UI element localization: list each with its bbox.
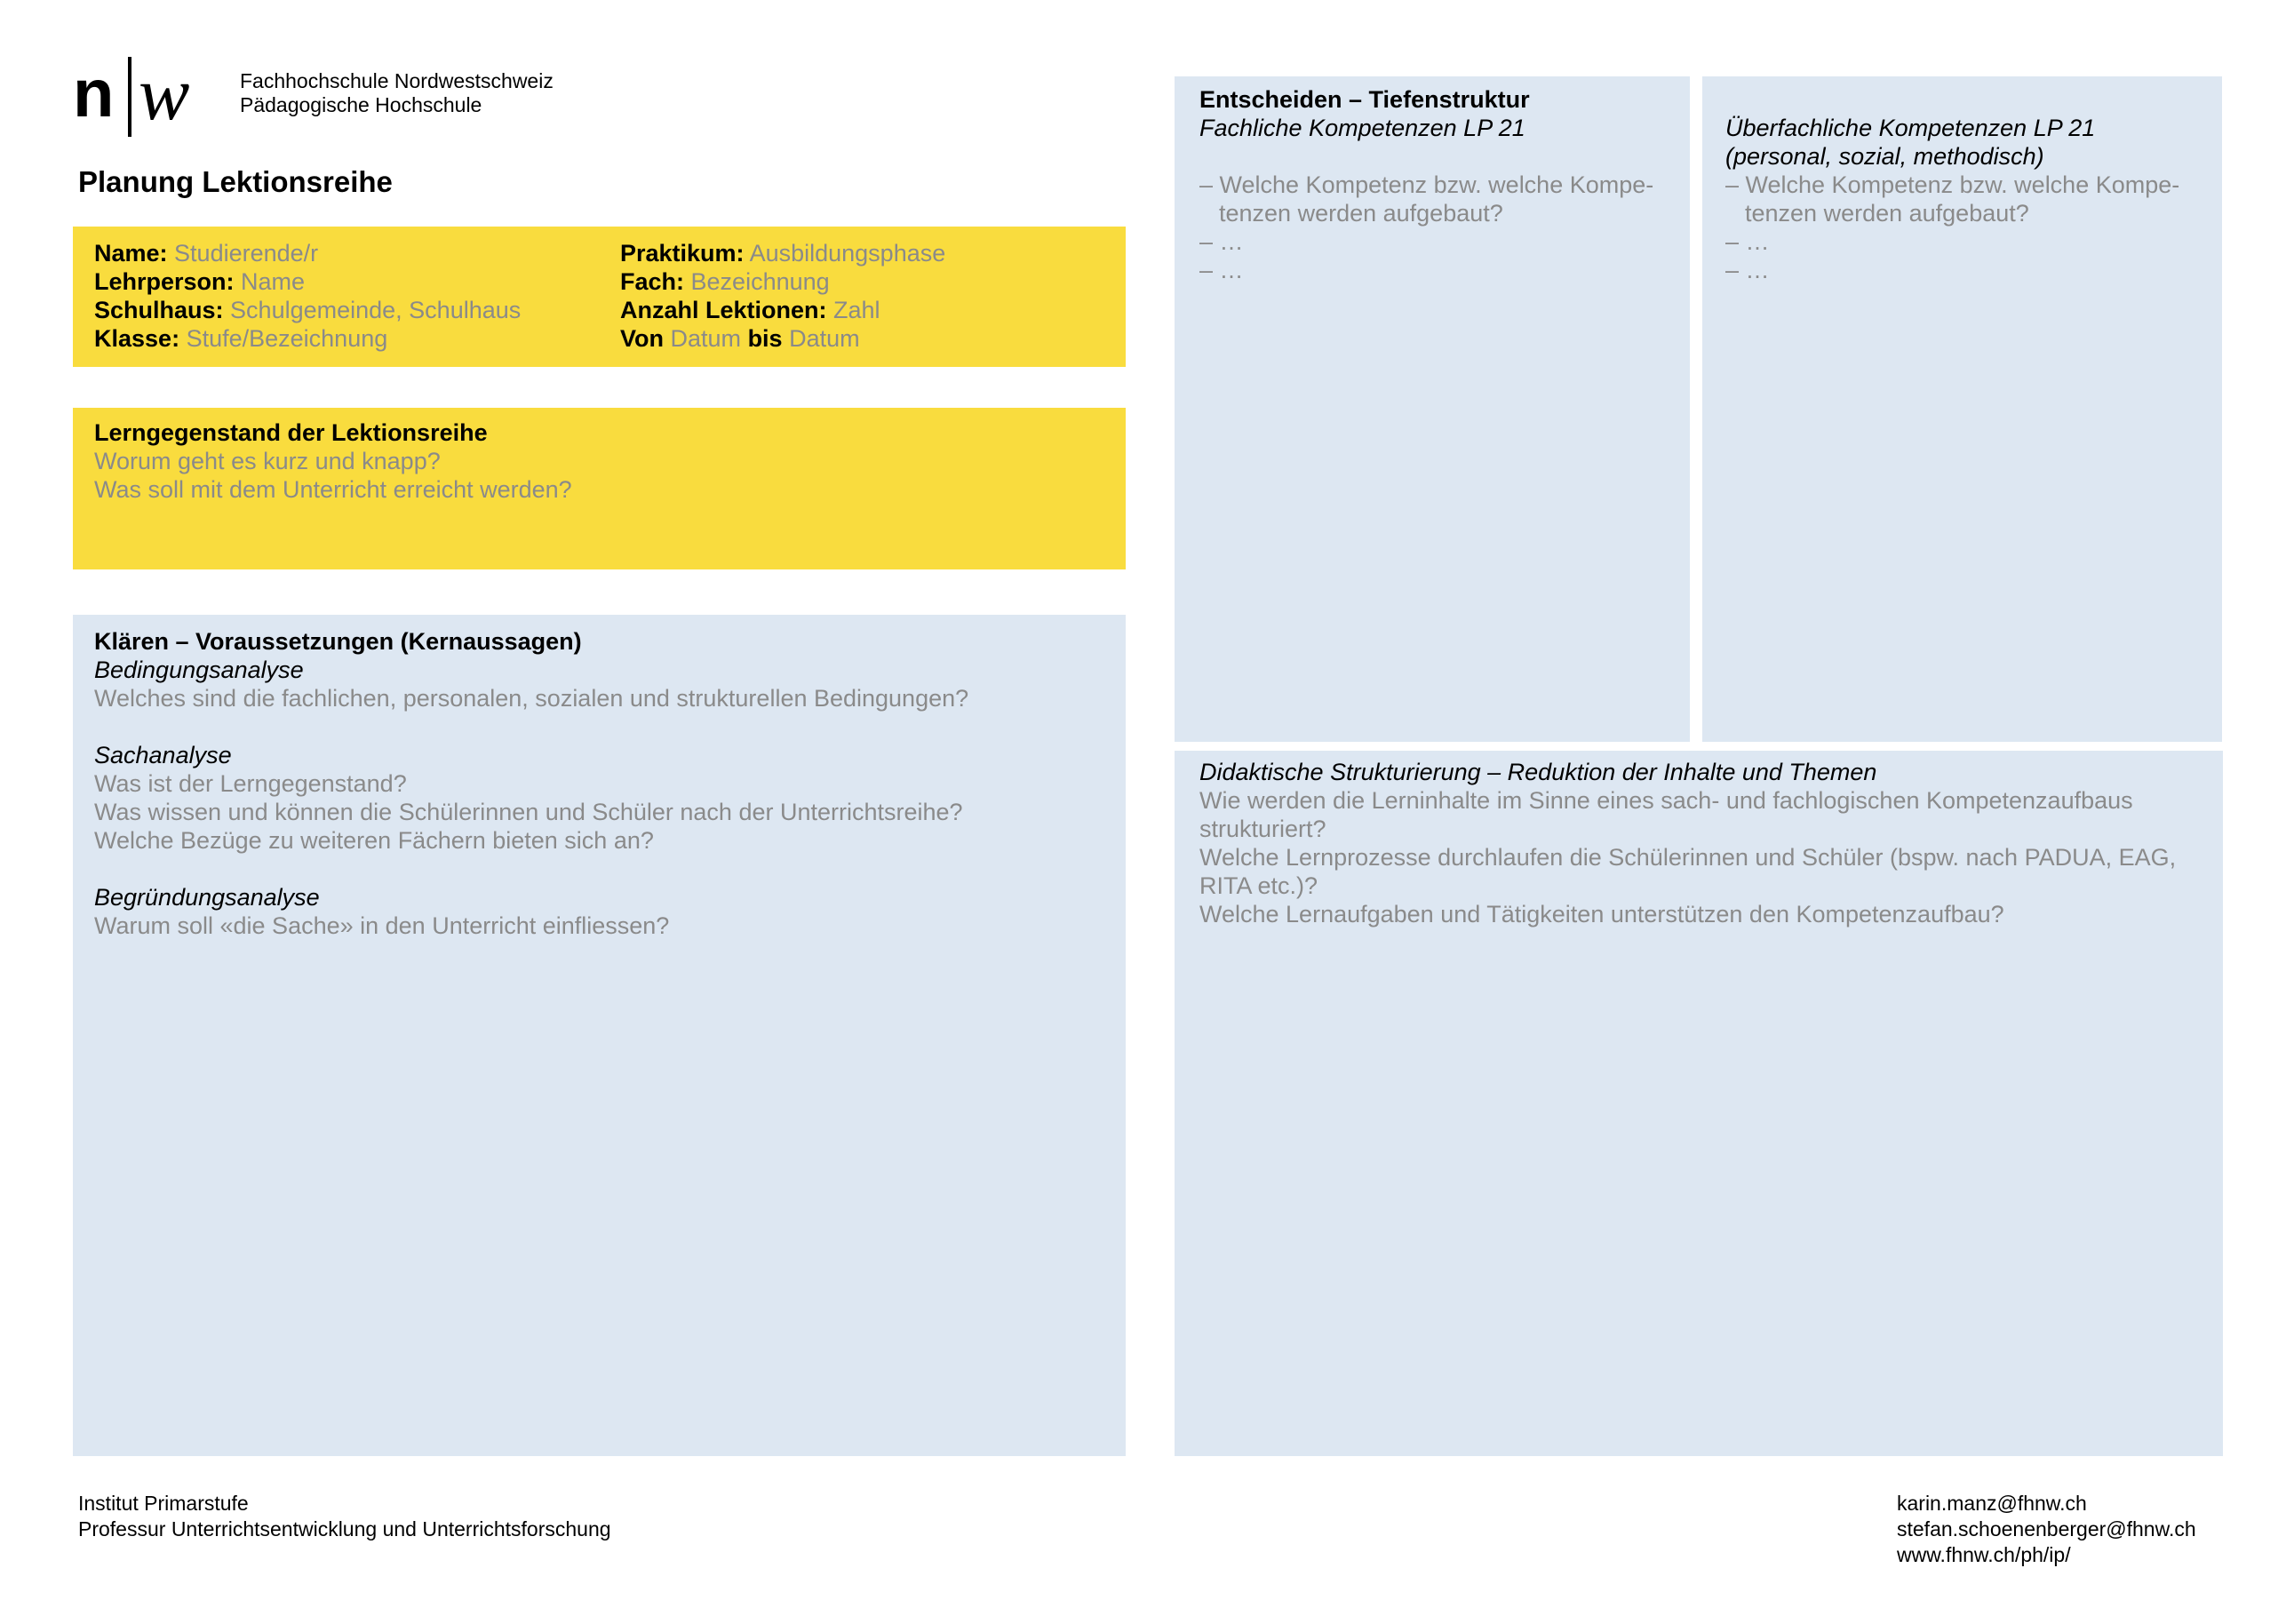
- info-label: Anzahl Lektionen:: [620, 297, 827, 323]
- info-row-praktikum: [620, 239, 945, 267]
- entscheiden-box[interactable]: [1175, 76, 1690, 742]
- klaeren-box[interactable]: [73, 615, 1126, 1456]
- website-link[interactable]: www.fhnw.ch/ph/ip/: [1897, 1543, 2071, 1566]
- didaktik-line: Welche Lernaufgaben und Tätigkeiten unterstützen den Kompetenzaufbau?: [1199, 901, 2004, 927]
- info-value[interactable]: Schulgemeinde, Schulhaus: [230, 297, 522, 323]
- info-value[interactable]: Stufe/Bezeichnung: [186, 325, 388, 352]
- info-label: Lehrperson:: [94, 268, 235, 295]
- info-value[interactable]: Studierende/r: [174, 240, 319, 267]
- didaktik-heading: Didaktische Strukturierung – Reduktion der Inhalte und Themen: [1199, 759, 1877, 785]
- info-row-anzahl: [620, 296, 945, 324]
- footer-institute: [78, 1491, 611, 1542]
- ueberfachliche-box[interactable]: [1702, 76, 2222, 742]
- info-value[interactable]: Ausbildungsphase: [749, 240, 946, 267]
- info-row-klasse: [94, 324, 521, 353]
- info-box: [73, 227, 1126, 367]
- sachanalyse-line: Welche Bezüge zu weiteren Fächern bieten sich an?: [94, 827, 654, 854]
- footer-contacts: [1897, 1491, 2196, 1568]
- fachliche-kompetenzen-title: Fachliche Kompetenzen LP 21: [1199, 115, 1525, 141]
- info-label: Praktikum:: [620, 240, 745, 267]
- bis-value[interactable]: Datum: [789, 325, 860, 352]
- kompetenz-item: – …: [1725, 228, 1770, 255]
- begruendungsanalyse-line: Warum soll «die Sache» in den Unterricht einfliessen?: [94, 912, 670, 939]
- kompetenz-item: – …: [1725, 257, 1770, 283]
- info-row-fach: [620, 267, 945, 296]
- info-value[interactable]: Name: [241, 268, 306, 295]
- kompetenz-item: – …: [1199, 257, 1244, 283]
- contact-email-link[interactable]: karin.manz@fhnw.ch: [1897, 1492, 2087, 1515]
- klaeren-heading: Klären – Voraussetzungen (Kernaussagen): [94, 628, 582, 655]
- info-value[interactable]: Zahl: [833, 297, 880, 323]
- logo-letter-n: n: [73, 56, 113, 131]
- page-title: Planung Lektionsreihe: [78, 165, 393, 198]
- lerngegenstand-box[interactable]: [73, 408, 1126, 569]
- footer-line: Professur Unterrichtsentwicklung und Unterrichtsforschung: [78, 1517, 611, 1540]
- didaktik-line: Wie werden die Lerninhalte im Sinne eines sach- und fachlogischen Kompetenzaufbaus strukturiert?: [1199, 787, 2133, 842]
- logo-letter-w: w: [139, 51, 190, 136]
- lerngegenstand-line: Worum geht es kurz und knapp?: [94, 448, 441, 474]
- von-value[interactable]: Datum: [670, 325, 742, 352]
- info-value[interactable]: Bezeichnung: [690, 268, 830, 295]
- kompetenz-item: – Welche Kompetenz bzw. welche Kompe-tenzen werden aufgebaut?: [1725, 171, 2180, 227]
- begruendungsanalyse-title: Begründungsanalyse: [94, 884, 320, 911]
- logo-divider: [128, 57, 131, 137]
- info-right-column: [620, 239, 945, 353]
- didaktik-line: Welche Lernprozesse durchlaufen die Schülerinnen und Schüler (bspw. nach PADUA, EAG, RITA etc.)?: [1199, 844, 2177, 899]
- info-row-von-bis: [620, 324, 945, 353]
- info-row-name: [94, 239, 521, 267]
- bedingungsanalyse-title: Bedingungsanalyse: [94, 657, 304, 683]
- sachanalyse-line: Was ist der Lerngegenstand?: [94, 770, 407, 797]
- sachanalyse-line: Was wissen und können die Schülerinnen und Schüler nach der Unterrichtsreihe?: [94, 799, 963, 825]
- sachanalyse-title: Sachanalyse: [94, 742, 232, 768]
- lerngegenstand-heading: Lerngegenstand der Lektionsreihe: [94, 419, 488, 446]
- contact-email-link[interactable]: stefan.schoenenberger@fhnw.ch: [1897, 1517, 2196, 1540]
- ueberfachliche-subtitle: (personal, sozial, methodisch): [1725, 143, 2044, 170]
- didaktik-box[interactable]: [1175, 751, 2223, 1456]
- info-label: Klasse:: [94, 325, 180, 352]
- info-label: Schulhaus:: [94, 297, 224, 323]
- info-left-column: [94, 239, 521, 353]
- lerngegenstand-line: Was soll mit dem Unterricht erreicht werden?: [94, 476, 572, 503]
- ueberfachliche-title: Überfachliche Kompetenzen LP 21: [1725, 115, 2096, 141]
- von-label: Von: [620, 325, 664, 352]
- kompetenz-item: – …: [1199, 228, 1244, 255]
- kompetenz-item: – Welche Kompetenz bzw. welche Kompe-tenzen werden aufgebaut?: [1199, 171, 1654, 227]
- fhnw-logo: [73, 52, 606, 136]
- footer-line: Institut Primarstufe: [78, 1492, 249, 1515]
- logo-line-1: Fachhochschule Nordwestschweiz: [240, 69, 554, 92]
- info-row-lehrperson: [94, 267, 521, 296]
- info-label: Name:: [94, 240, 168, 267]
- logo-text: [240, 69, 554, 117]
- logo-line-2: Pädagogische Hochschule: [240, 93, 482, 116]
- entscheiden-heading: Entscheiden – Tiefenstruktur: [1199, 86, 1530, 113]
- info-row-schulhaus: [94, 296, 521, 324]
- bis-label: bis: [747, 325, 783, 352]
- bedingungsanalyse-line: Welches sind die fachlichen, personalen, sozialen und strukturellen Bedingungen?: [94, 685, 969, 712]
- info-label: Fach:: [620, 268, 685, 295]
